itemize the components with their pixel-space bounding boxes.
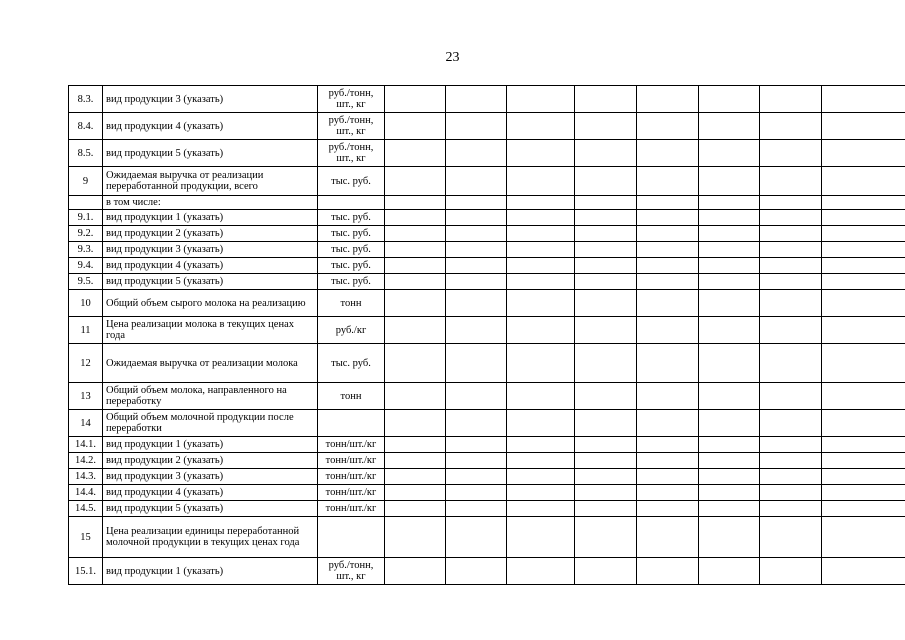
value-cell[interactable] [699, 140, 760, 167]
value-cell[interactable] [760, 210, 822, 226]
value-cell[interactable] [385, 437, 446, 453]
row-unit: тыс. руб. [318, 167, 385, 196]
value-cell[interactable] [699, 517, 760, 558]
value-cell[interactable] [507, 290, 575, 317]
value-cell[interactable] [385, 242, 446, 258]
value-cell[interactable] [699, 317, 760, 344]
value-cell[interactable] [385, 274, 446, 290]
row-unit: руб./кг [318, 317, 385, 344]
value-cell[interactable] [699, 167, 760, 196]
row-number: 9 [69, 167, 103, 196]
row-indicator-name: в том числе: [103, 196, 318, 210]
value-cell[interactable] [385, 453, 446, 469]
row-unit: руб./тонн, шт., кг [318, 86, 385, 113]
value-cell[interactable] [637, 167, 699, 196]
value-cell[interactable] [507, 317, 575, 344]
value-cell[interactable] [760, 242, 822, 258]
table-row [69, 210, 905, 226]
table-row [69, 317, 905, 344]
row-unit: тонн [318, 290, 385, 317]
table-row [69, 485, 905, 501]
value-cell[interactable] [760, 140, 822, 167]
value-cell[interactable] [446, 485, 507, 501]
value-cell[interactable] [637, 290, 699, 317]
table-row [69, 517, 905, 558]
row-number [69, 196, 103, 210]
row-indicator-name: Ожидаемая выручка от реализации молока [103, 344, 318, 383]
value-cell[interactable] [446, 290, 507, 317]
value-cell[interactable] [637, 140, 699, 167]
value-cell[interactable] [760, 453, 822, 469]
value-cell[interactable] [699, 196, 760, 210]
row-indicator-name: вид продукции 5 (указать) [103, 501, 318, 517]
value-cell[interactable] [446, 167, 507, 196]
value-cell[interactable] [446, 317, 507, 344]
value-cell[interactable] [822, 290, 905, 317]
value-cell[interactable] [822, 383, 905, 410]
value-cell[interactable] [760, 410, 822, 437]
value-cell[interactable] [699, 242, 760, 258]
value-cell[interactable] [507, 453, 575, 469]
value-cell[interactable] [385, 383, 446, 410]
row-indicator-name: вид продукции 3 (указать) [103, 242, 318, 258]
row-indicator-name: вид продукции 1 (указать) [103, 437, 318, 453]
value-cell[interactable] [637, 485, 699, 501]
table-row [69, 226, 905, 242]
table-row [69, 410, 905, 437]
value-cell[interactable] [760, 558, 822, 585]
value-cell[interactable] [385, 226, 446, 242]
value-cell[interactable] [822, 453, 905, 469]
value-cell[interactable] [575, 453, 637, 469]
value-cell[interactable] [575, 113, 637, 140]
value-cell[interactable] [385, 317, 446, 344]
row-unit: тыс. руб. [318, 344, 385, 383]
value-cell[interactable] [637, 469, 699, 485]
value-cell[interactable] [575, 485, 637, 501]
value-cell[interactable] [822, 113, 905, 140]
table-row [69, 469, 905, 485]
value-cell[interactable] [507, 196, 575, 210]
value-cell[interactable] [637, 258, 699, 274]
value-cell[interactable] [575, 501, 637, 517]
row-indicator-name: вид продукции 2 (указать) [103, 226, 318, 242]
value-cell[interactable] [575, 167, 637, 196]
value-cell[interactable] [507, 242, 575, 258]
value-cell[interactable] [507, 113, 575, 140]
table-row [69, 558, 905, 585]
value-cell[interactable] [446, 453, 507, 469]
row-unit: руб./тонн, шт., кг [318, 113, 385, 140]
row-number: 11 [69, 317, 103, 344]
value-cell[interactable] [507, 410, 575, 437]
value-cell[interactable] [822, 485, 905, 501]
value-cell[interactable] [822, 226, 905, 242]
value-cell[interactable] [699, 558, 760, 585]
value-cell[interactable] [637, 517, 699, 558]
value-cell[interactable] [822, 317, 905, 344]
value-cell[interactable] [575, 258, 637, 274]
value-cell[interactable] [699, 226, 760, 242]
row-unit: тыс. руб. [318, 210, 385, 226]
value-cell[interactable] [575, 210, 637, 226]
value-cell[interactable] [822, 140, 905, 167]
row-indicator-name: Цена реализации единицы переработанной молочной продукции в текущих ценах года [103, 517, 318, 558]
row-unit: тыс. руб. [318, 242, 385, 258]
value-cell[interactable] [637, 453, 699, 469]
value-cell[interactable] [760, 290, 822, 317]
value-cell[interactable] [385, 140, 446, 167]
value-cell[interactable] [575, 469, 637, 485]
value-cell[interactable] [637, 113, 699, 140]
value-cell[interactable] [699, 210, 760, 226]
table-row [69, 290, 905, 317]
value-cell[interactable] [760, 113, 822, 140]
value-cell[interactable] [822, 517, 905, 558]
value-cell[interactable] [760, 344, 822, 383]
value-cell[interactable] [575, 344, 637, 383]
value-cell[interactable] [822, 410, 905, 437]
value-cell[interactable] [637, 86, 699, 113]
value-cell[interactable] [699, 410, 760, 437]
table-row [69, 113, 905, 140]
table-row [69, 501, 905, 517]
value-cell[interactable] [699, 485, 760, 501]
value-cell[interactable] [637, 501, 699, 517]
value-cell[interactable] [446, 196, 507, 210]
value-cell[interactable] [760, 167, 822, 196]
row-number: 10 [69, 290, 103, 317]
value-cell[interactable] [385, 344, 446, 383]
value-cell[interactable] [760, 437, 822, 453]
value-cell[interactable] [822, 558, 905, 585]
value-cell[interactable] [507, 344, 575, 383]
value-cell[interactable] [822, 86, 905, 113]
table-row [69, 258, 905, 274]
value-cell[interactable] [446, 210, 507, 226]
value-cell[interactable] [385, 86, 446, 113]
value-cell[interactable] [637, 226, 699, 242]
value-cell[interactable] [760, 469, 822, 485]
value-cell[interactable] [637, 383, 699, 410]
value-cell[interactable] [760, 383, 822, 410]
value-cell[interactable] [822, 242, 905, 258]
row-indicator-name: вид продукции 1 (указать) [103, 558, 318, 585]
value-cell[interactable] [822, 196, 905, 210]
value-cell[interactable] [699, 258, 760, 274]
value-cell[interactable] [446, 517, 507, 558]
value-cell[interactable] [822, 210, 905, 226]
row-indicator-name: вид продукции 2 (указать) [103, 453, 318, 469]
row-number: 9.1. [69, 210, 103, 226]
value-cell[interactable] [385, 517, 446, 558]
value-cell[interactable] [822, 258, 905, 274]
row-indicator-name: Цена реализации молока в текущих ценах года [103, 317, 318, 344]
value-cell[interactable] [446, 469, 507, 485]
value-cell[interactable] [575, 383, 637, 410]
value-cell[interactable] [385, 258, 446, 274]
row-unit: тыс. руб. [318, 226, 385, 242]
value-cell[interactable] [446, 558, 507, 585]
value-cell[interactable] [699, 290, 760, 317]
row-unit: руб./тонн, шт., кг [318, 558, 385, 585]
value-cell[interactable] [822, 501, 905, 517]
value-cell[interactable] [507, 558, 575, 585]
row-indicator-name: Общий объем сырого молока на реализацию [103, 290, 318, 317]
row-number: 9.5. [69, 274, 103, 290]
value-cell[interactable] [446, 274, 507, 290]
value-cell[interactable] [760, 485, 822, 501]
value-cell[interactable] [507, 437, 575, 453]
row-number: 12 [69, 344, 103, 383]
table-row [69, 453, 905, 469]
value-cell[interactable] [637, 196, 699, 210]
value-cell[interactable] [507, 469, 575, 485]
value-cell[interactable] [385, 501, 446, 517]
value-cell[interactable] [446, 383, 507, 410]
row-unit [318, 410, 385, 437]
value-cell[interactable] [575, 410, 637, 437]
value-cell[interactable] [385, 167, 446, 196]
value-cell[interactable] [446, 501, 507, 517]
value-cell[interactable] [446, 258, 507, 274]
value-cell[interactable] [507, 140, 575, 167]
row-indicator-name: вид продукции 1 (указать) [103, 210, 318, 226]
value-cell[interactable] [822, 274, 905, 290]
row-indicator-name: вид продукции 5 (указать) [103, 274, 318, 290]
value-cell[interactable] [575, 242, 637, 258]
table-row [69, 437, 905, 453]
row-number: 13 [69, 383, 103, 410]
value-cell[interactable] [385, 558, 446, 585]
row-number: 15 [69, 517, 103, 558]
row-number: 15.1. [69, 558, 103, 585]
value-cell[interactable] [507, 167, 575, 196]
row-unit: тонн/шт./кг [318, 437, 385, 453]
value-cell[interactable] [385, 113, 446, 140]
row-indicator-name: вид продукции 3 (указать) [103, 469, 318, 485]
row-number: 8.4. [69, 113, 103, 140]
value-cell[interactable] [385, 410, 446, 437]
value-cell[interactable] [446, 113, 507, 140]
value-cell[interactable] [760, 517, 822, 558]
value-cell[interactable] [507, 210, 575, 226]
row-number: 14.1. [69, 437, 103, 453]
value-cell[interactable] [637, 242, 699, 258]
row-number: 14.5. [69, 501, 103, 517]
table-body [69, 86, 905, 585]
page-number: 23 [445, 50, 460, 65]
row-indicator-name: вид продукции 4 (указать) [103, 258, 318, 274]
value-cell[interactable] [699, 86, 760, 113]
value-cell[interactable] [822, 437, 905, 453]
row-indicator-name: вид продукции 3 (указать) [103, 86, 318, 113]
value-cell[interactable] [575, 517, 637, 558]
value-cell[interactable] [575, 317, 637, 344]
row-unit [318, 517, 385, 558]
value-cell[interactable] [699, 274, 760, 290]
value-cell[interactable] [446, 242, 507, 258]
row-number: 9.3. [69, 242, 103, 258]
row-number: 8.3. [69, 86, 103, 113]
value-cell[interactable] [637, 410, 699, 437]
value-cell[interactable] [699, 469, 760, 485]
value-cell[interactable] [446, 410, 507, 437]
value-cell[interactable] [699, 113, 760, 140]
value-cell[interactable] [446, 86, 507, 113]
row-indicator-name: вид продукции 4 (указать) [103, 113, 318, 140]
row-unit: тонн/шт./кг [318, 469, 385, 485]
value-cell[interactable] [822, 167, 905, 196]
table-row [69, 167, 905, 196]
table-row [69, 242, 905, 258]
value-cell[interactable] [760, 501, 822, 517]
table-row [69, 344, 905, 383]
value-cell[interactable] [760, 196, 822, 210]
value-cell[interactable] [446, 344, 507, 383]
row-number: 9.2. [69, 226, 103, 242]
value-cell[interactable] [575, 274, 637, 290]
value-cell[interactable] [507, 501, 575, 517]
row-unit: тонн/шт./кг [318, 501, 385, 517]
row-unit: тонн/шт./кг [318, 453, 385, 469]
row-number: 9.4. [69, 258, 103, 274]
value-cell[interactable] [507, 485, 575, 501]
value-cell[interactable] [446, 226, 507, 242]
table-row [69, 383, 905, 410]
table-row [69, 274, 905, 290]
value-cell[interactable] [699, 344, 760, 383]
row-unit: тонн/шт./кг [318, 485, 385, 501]
value-cell[interactable] [637, 437, 699, 453]
row-indicator-name: Общий объем молочной продукции после переработки [103, 410, 318, 437]
row-indicator-name: вид продукции 4 (указать) [103, 485, 318, 501]
value-cell[interactable] [575, 558, 637, 585]
value-cell[interactable] [575, 226, 637, 242]
table-row [69, 196, 905, 210]
value-cell[interactable] [507, 383, 575, 410]
table-row [69, 140, 905, 167]
value-cell[interactable] [699, 453, 760, 469]
value-cell[interactable] [699, 383, 760, 410]
row-unit: тыс. руб. [318, 258, 385, 274]
value-cell[interactable] [507, 274, 575, 290]
value-cell[interactable] [507, 517, 575, 558]
row-unit: руб./тонн, шт., кг [318, 140, 385, 167]
value-cell[interactable] [699, 437, 760, 453]
value-cell[interactable] [385, 290, 446, 317]
value-cell[interactable] [507, 258, 575, 274]
value-cell[interactable] [385, 210, 446, 226]
value-cell[interactable] [760, 274, 822, 290]
form-table [68, 85, 905, 585]
value-cell[interactable] [575, 196, 637, 210]
row-number: 14.2. [69, 453, 103, 469]
value-cell[interactable] [637, 558, 699, 585]
value-cell[interactable] [385, 196, 446, 210]
row-unit: тонн [318, 383, 385, 410]
row-number: 14.4. [69, 485, 103, 501]
value-cell[interactable] [760, 226, 822, 242]
row-unit: тыс. руб. [318, 274, 385, 290]
value-cell[interactable] [446, 140, 507, 167]
value-cell[interactable] [575, 86, 637, 113]
value-cell[interactable] [575, 290, 637, 317]
row-number: 8.5. [69, 140, 103, 167]
value-cell[interactable] [446, 437, 507, 453]
value-cell[interactable] [507, 86, 575, 113]
table-row [69, 86, 905, 113]
value-cell[interactable] [822, 344, 905, 383]
value-cell[interactable] [699, 501, 760, 517]
value-cell[interactable] [637, 210, 699, 226]
value-cell[interactable] [575, 437, 637, 453]
value-cell[interactable] [637, 274, 699, 290]
value-cell[interactable] [637, 344, 699, 383]
row-indicator-name: Ожидаемая выручка от реализации переработанной продукции, всего [103, 167, 318, 196]
row-number: 14.3. [69, 469, 103, 485]
row-indicator-name: Общий объем молока, направленного на переработку [103, 383, 318, 410]
value-cell[interactable] [575, 140, 637, 167]
row-number: 14 [69, 410, 103, 437]
value-cell[interactable] [822, 469, 905, 485]
value-cell[interactable] [637, 317, 699, 344]
row-indicator-name: вид продукции 5 (указать) [103, 140, 318, 167]
value-cell[interactable] [385, 485, 446, 501]
value-cell[interactable] [507, 226, 575, 242]
row-unit [318, 196, 385, 210]
value-cell[interactable] [760, 317, 822, 344]
value-cell[interactable] [385, 469, 446, 485]
value-cell[interactable] [760, 258, 822, 274]
value-cell[interactable] [760, 86, 822, 113]
